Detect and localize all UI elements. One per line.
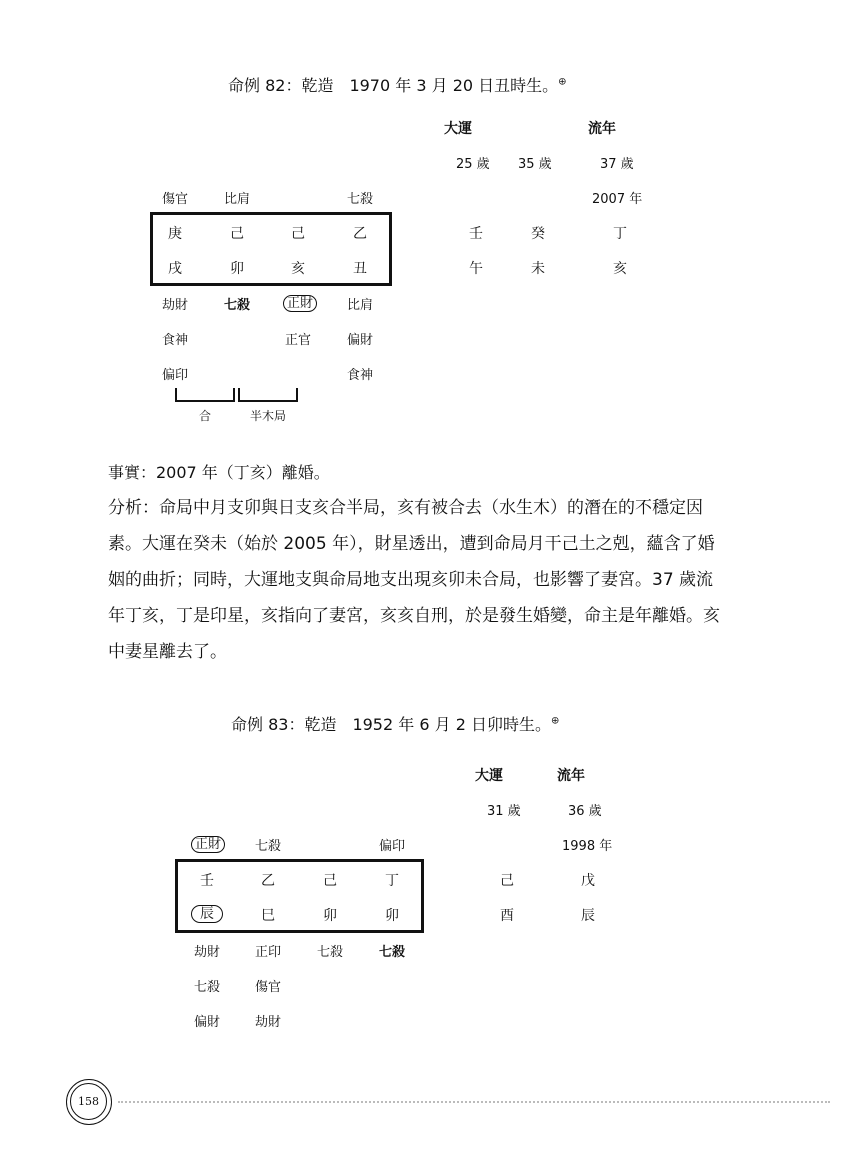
case83-branch-1-circled: 辰 <box>187 903 227 923</box>
case82-hidden-3-4: 食神 <box>346 368 373 383</box>
page-number: 158 <box>70 1083 107 1120</box>
case82-luck-branch-1: 午 <box>469 261 483 277</box>
case82-dayun-label: 大運 <box>444 121 472 137</box>
case83-stem-3: 己 <box>323 873 337 889</box>
case83-year: 1998 年 <box>562 839 613 854</box>
case82-hidden-1-3-circled: 正財 <box>280 292 320 311</box>
case82-luck-stem-2: 癸 <box>531 226 545 242</box>
case82-banmu-label: 半木局 <box>250 409 287 423</box>
case83-stem-1: 壬 <box>200 873 214 889</box>
case82-year: 2007 年 <box>592 192 643 207</box>
case82-branch-4: 丑 <box>353 261 367 277</box>
case82-god-year: 傷官 <box>161 192 188 207</box>
page-number-badge <box>66 1079 112 1125</box>
case82-hidden-2-4: 偏財 <box>346 333 373 348</box>
case83-age-2: 36 歲 <box>568 804 602 819</box>
fact-line: 事實：2007 年（丁亥）離婚。 <box>108 463 330 482</box>
case83-luck-stem-2: 戊 <box>581 873 595 889</box>
case83-liunian-label: 流年 <box>557 768 585 784</box>
case83-god-year-circled: 正財 <box>188 833 228 852</box>
case83-hidden-3-2: 劫財 <box>254 1015 281 1030</box>
case82-luck-stem-3: 丁 <box>613 226 627 242</box>
case82-stem-4: 乙 <box>353 226 367 242</box>
case82-age-2: 35 歲 <box>518 157 552 172</box>
footer-dotted-rule <box>118 1101 830 1103</box>
case82-hidden-2-3: 正官 <box>284 333 311 348</box>
case82-hidden-3-1: 偏印 <box>161 368 188 383</box>
case82-luck-branch-2: 未 <box>531 261 545 277</box>
case82-age-3: 37 歲 <box>600 157 634 172</box>
case82-stem-1: 庚 <box>168 226 182 242</box>
case83-hidden-2-1: 七殺 <box>193 980 220 995</box>
case83-title: 命例 83：乾造 1952 年 6 月 2 日卯時生。⊕ <box>231 715 560 734</box>
case82-luck-stem-1: 壬 <box>469 226 483 242</box>
case82-liunian-label: 流年 <box>588 121 616 137</box>
case82-title: 命例 82：乾造 1970 年 3 月 20 日丑時生。⊕ <box>228 76 567 95</box>
case82-hidden-1-2: 七殺 <box>223 298 250 313</box>
case82-branch-1: 戌 <box>168 261 182 277</box>
case83-dayun-label: 大運 <box>475 768 503 784</box>
case83-stem-2: 乙 <box>261 873 275 889</box>
case83-age-1: 31 歲 <box>487 804 521 819</box>
case83-branch-3: 卯 <box>323 908 337 924</box>
case82-he-bracket <box>175 388 235 402</box>
case82-age-1: 25 歲 <box>456 157 490 172</box>
case82-branch-3: 亥 <box>291 261 305 277</box>
case83-god-hour: 偏印 <box>378 839 405 854</box>
case83-stem-4: 丁 <box>385 873 399 889</box>
case82-god-month: 比肩 <box>223 192 250 207</box>
analysis-paragraph: 分析：命局中月支卯與日支亥合半局，亥有被合去（水生木）的潛在的不穩定因素。大運在癸未（始於 2005 年），財星透出，遭到命局月干己土之剋，蘊含了婚姻的曲折；同時，大運地支與命局地支出現亥卯未合局，也影響了妻宮。37 歲流年丁亥，丁是印星，亥指向了妻宮，亥亥自刑，於是發生婚變，命主是年離婚。亥中妻星離去了。 <box>108 498 720 662</box>
case82-branch-2: 卯 <box>230 261 244 277</box>
case83-branch-4: 卯 <box>385 908 399 924</box>
case82-god-hour: 七殺 <box>346 192 373 207</box>
case83-hidden-2-2: 傷官 <box>254 980 281 995</box>
case83-hidden-1-4: 七殺 <box>378 945 405 960</box>
case83-branch-2: 巳 <box>261 908 275 924</box>
case82-banmu-bracket <box>238 388 298 402</box>
case82-stem-3: 己 <box>291 226 305 242</box>
case82-he-label: 合 <box>199 409 212 423</box>
case83-luck-branch-1: 酉 <box>500 908 514 924</box>
case82-hidden-2-1: 食神 <box>161 333 188 348</box>
case83-hidden-1-1: 劫財 <box>193 945 220 960</box>
case83-luck-branch-2: 辰 <box>581 908 595 924</box>
case83-luck-stem-1: 己 <box>500 873 514 889</box>
case82-hidden-1-1: 劫財 <box>161 298 188 313</box>
case82-hidden-1-4: 比肩 <box>346 298 373 313</box>
case83-hidden-3-1: 偏財 <box>193 1015 220 1030</box>
case83-hidden-1-3: 七殺 <box>316 945 343 960</box>
case83-hidden-1-2: 正印 <box>254 945 281 960</box>
case83-god-month: 七殺 <box>254 839 281 854</box>
case82-stem-2: 己 <box>230 226 244 242</box>
case82-luck-branch-3: 亥 <box>613 261 627 277</box>
